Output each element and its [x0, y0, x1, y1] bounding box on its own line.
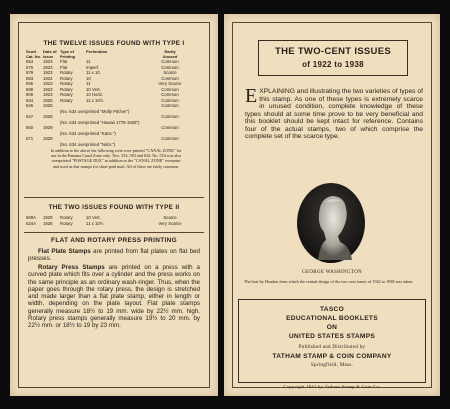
- perforation: 10 Horiz.: [86, 92, 104, 98]
- issue-date: 1929: [43, 215, 53, 220]
- perforation: 11 x 10: [86, 70, 100, 76]
- washington-portrait: [296, 182, 366, 264]
- scott-number: 660: [26, 125, 34, 131]
- printing-type: Rotary: [60, 70, 73, 76]
- booklet-subtitle: of 1922 to 1938: [302, 60, 364, 69]
- perforation: 11 x 10½: [86, 220, 104, 226]
- printing-type: Rotary: [60, 97, 73, 103]
- title-box: [258, 40, 408, 76]
- scott-number: 579: [26, 70, 34, 76]
- column-header-line: Printing: [60, 53, 76, 59]
- perforation: 10 Vert.: [86, 86, 101, 92]
- column-header-line: Cat. No.: [26, 53, 42, 59]
- column-header: [86, 50, 136, 59]
- issue-date: 1923: [43, 70, 53, 76]
- column-header-line: Perforation: [86, 49, 108, 54]
- table-row: [26, 221, 204, 227]
- issue-date: 1924: [43, 75, 53, 81]
- issue-date: 1923: [43, 81, 53, 87]
- rarity: Common: [161, 64, 179, 70]
- intro-text: XPLAINING and illustrating the two varieties of types of this stamp. As one of these types is extremely scarce in unused condition, complete knowledge of these types should at some time prove to be very beneficial and this booklet should be kept intact for reference. Contains four of the actual stamps, two of which comprise the complete set of the scarce type.: [245, 88, 423, 140]
- printing-type: Flat: [60, 64, 68, 70]
- rarity: Common: [161, 92, 179, 98]
- flat-rotary-title: FLAT AND ROTARY PRESS PRINTING: [51, 237, 177, 244]
- company-city: Springfield, Mass.: [310, 363, 354, 368]
- rarity: Very Scarce: [158, 220, 182, 226]
- divider: [24, 197, 204, 198]
- table-header: [26, 50, 204, 59]
- perforation: 11: [86, 59, 91, 65]
- table-note-row: [26, 142, 204, 148]
- overprint-note: (No. 634 overprinted "Nebr."): [60, 141, 116, 147]
- scott-number: 634: [26, 97, 34, 103]
- type1-table: [26, 50, 204, 147]
- column-header: [136, 50, 204, 59]
- issue-date: 1923: [43, 86, 53, 92]
- perforation: 10: [86, 75, 91, 81]
- printing-type: Rotary: [60, 75, 73, 81]
- column-header-line: Issue: [43, 53, 54, 59]
- scott-number: 634A: [26, 220, 37, 226]
- type2-title: THE TWO ISSUES FOUND WITH TYPE II: [48, 204, 180, 211]
- scott-number: 647: [26, 114, 34, 120]
- rarity: Common: [161, 86, 179, 92]
- portrait-caption: GEORGE WASHINGTON: [302, 270, 362, 275]
- issue-date: 1928: [43, 220, 53, 226]
- intro-dropcap: E: [245, 85, 258, 107]
- intro-paragraph: [245, 85, 423, 141]
- type2-table: [26, 215, 204, 226]
- perforation: 11 x 10½: [86, 97, 104, 103]
- published-by: Published and Distributed by: [298, 345, 366, 350]
- rarity: Common: [161, 103, 179, 109]
- perforation: 11: [86, 81, 91, 87]
- perforation: 10 Vert.: [86, 215, 101, 220]
- scott-number: 554: [26, 59, 34, 65]
- issue-date: 1923: [43, 64, 53, 70]
- right-page: [224, 14, 440, 396]
- flat-plate-paragraph: [28, 248, 200, 263]
- copyright: Copyright 1941 by Tatham Stamp & Coin Co.: [283, 384, 381, 389]
- flat-plate-lead: Flat Plate Stamps: [38, 248, 91, 255]
- printing-type: Rotary: [60, 92, 73, 98]
- rarity: Common: [161, 75, 179, 81]
- column-header-line: Type of: [60, 49, 74, 54]
- issue-date: 1929: [43, 125, 53, 131]
- publisher-line-2: EDUCATIONAL BOOKLETS: [286, 315, 378, 322]
- rotary-press-lead: Rotary Press Stamps: [38, 264, 105, 271]
- left-page: [10, 14, 218, 396]
- type1-addendum: In addition to the above the following were over-printed "CANAL ZONE" for use in the Panama Canal Zone only: Nos. 554, 583 and 634. No. 554 was also overprinted "POSTAGE DUE" in addition to the "CANAL ZONE" overprint and used as due stamps for short-paid mail. All of these are fairly common.: [50, 148, 182, 169]
- issue-date: 1928: [43, 114, 53, 120]
- scott-number: 599: [26, 86, 34, 92]
- printing-type: Flat: [60, 59, 68, 65]
- rotary-press-text: are printed on a press with a curved plate which fits over a cylinder and the press works on the same principle as an ordinary wash-ringer. Thus, when the paper goes through the rotary press, the design is stretched and made larger than a flat plate stamp, either in length or width, depending on the plate layout. Flat plate stamps generally measure 18½ to 19 mm. wide by 22½ mm. high. Rotary press stamps generally measure 19½ to 20 mm. by 22½ mm. or 18½ to 19 by 23 mm.: [28, 264, 201, 330]
- publisher-line-3: ON: [326, 324, 338, 331]
- rarity: Scarce: [163, 70, 177, 76]
- publisher-line-4: UNITED STATES STAMPS: [288, 333, 376, 340]
- overprint-note: (No. 634 overprinted "Kans."): [60, 130, 116, 136]
- scott-number: 599A: [26, 215, 37, 220]
- issue-date: 1928: [43, 103, 53, 109]
- portrait-note: The bust by Houdon from which the central design of the two-cent issues of 1922 to 1938 was taken.: [244, 279, 414, 284]
- printing-type: Rotary: [60, 220, 73, 226]
- rarity: Very Scarce: [158, 81, 182, 87]
- company-name: TATHAM STAMP & COIN COMPANY: [272, 353, 392, 360]
- booklet-title: THE TWO-CENT ISSUES: [274, 46, 391, 57]
- perforation: Imperf.: [86, 64, 100, 70]
- rarity: Scarce: [163, 215, 177, 220]
- issue-date: 1923: [43, 92, 53, 98]
- column-header-line: Date of: [43, 49, 57, 54]
- issue-date: 1929: [43, 136, 53, 142]
- rarity: Common: [161, 114, 179, 120]
- scott-number: 595: [26, 81, 34, 87]
- column-header-line: Unused: [162, 53, 178, 59]
- overprint-note: (No. 634 overprinted "Molly Pitcher"): [60, 108, 130, 114]
- rarity: Common: [161, 97, 179, 103]
- printing-type: Rotary: [60, 215, 73, 220]
- rarity: Common: [161, 125, 179, 131]
- column-header: [26, 50, 43, 59]
- publisher-line-1: TASCO: [319, 306, 345, 313]
- publisher-box: [238, 299, 426, 383]
- rarity: Common: [161, 136, 179, 142]
- scott-number: 646: [26, 103, 34, 109]
- scott-number: 606: [26, 92, 34, 98]
- printing-type: Rotary: [60, 81, 73, 87]
- printing-type: Rotary: [60, 86, 73, 92]
- column-header: [43, 50, 60, 59]
- rarity: Common: [161, 59, 179, 65]
- scott-number: 671: [26, 136, 34, 142]
- flat-plate-text: are printed from flat plates on flat bed presses.: [28, 248, 200, 263]
- scott-number: 583: [26, 75, 34, 81]
- rotary-press-paragraph: [28, 264, 200, 330]
- issue-date: 1923: [43, 59, 53, 65]
- column-header-line: Rarity: [164, 49, 176, 54]
- overprint-note: (No. 634 overprinted "Hawaii 1778-1928"): [60, 119, 140, 125]
- type1-title: THE TWELVE ISSUES FOUND WITH TYPE I: [43, 40, 185, 47]
- column-header-line: Scott: [26, 49, 36, 54]
- scott-number: 575: [26, 64, 34, 70]
- column-header: [60, 50, 86, 59]
- divider: [24, 232, 204, 233]
- issue-date: 1926: [43, 97, 53, 103]
